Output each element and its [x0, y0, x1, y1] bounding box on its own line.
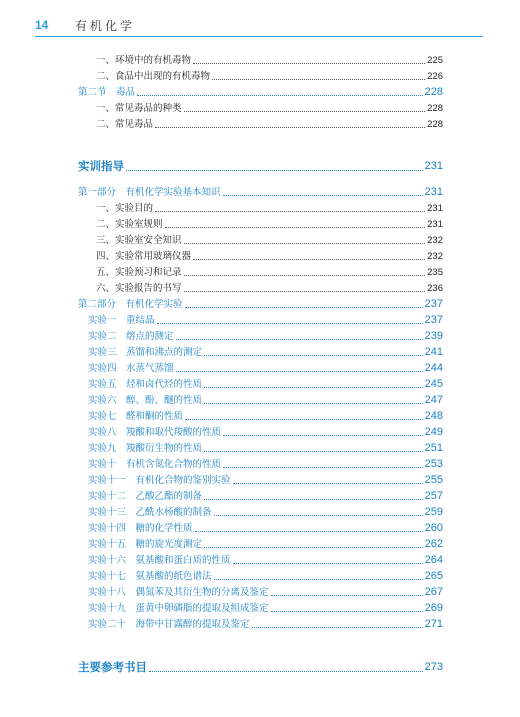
toc-entry-page: 231 [424, 186, 443, 198]
toc-entry[interactable] [96, 234, 443, 247]
toc-leader-dots [223, 195, 423, 196]
toc-leader-dots [193, 63, 425, 64]
toc-entry[interactable] [96, 218, 443, 231]
toc-entry-page: 253 [424, 458, 443, 470]
toc-entry-page: 228 [424, 86, 443, 98]
toc-leader-dots [157, 323, 423, 324]
page-header [35, 8, 483, 34]
toc-entry[interactable] [88, 458, 443, 471]
toc-entry-title: 一、实验目的 [96, 203, 154, 214]
toc-entry-title: 主要参考书目 [78, 660, 147, 674]
toc-entry[interactable] [88, 378, 443, 391]
toc-leader-dots [223, 467, 423, 468]
toc-entry-title: 实验十五 糖的旋光度测定 [88, 539, 203, 550]
toc-entry-title: 实验十九 蛋黄中卵磷脂的提取及组成鉴定 [88, 603, 269, 614]
toc-leader-dots [214, 579, 423, 580]
toc-leader-dots [176, 339, 423, 340]
toc-leader-dots [155, 127, 425, 128]
toc-entry-title: 实验九 羧酸衍生物的性质 [88, 443, 203, 454]
toc-leader-dots [149, 671, 423, 672]
toc-leader-dots [184, 275, 426, 276]
toc-entry-title: 实验十 有机含氮化合物的性质 [88, 459, 222, 470]
toc-entry-page: 232 [427, 235, 443, 246]
toc-entry-title: 实验十一 有机化合物的鉴别实验 [88, 475, 231, 486]
toc-entry-page: 236 [427, 283, 443, 294]
toc-entry-title: 第一部分 有机化学实验基本知识 [78, 187, 221, 198]
toc-leader-dots [165, 227, 426, 228]
toc-entry-page: 231 [427, 203, 443, 214]
toc-leader-dots [204, 355, 423, 356]
toc-entry-title: 实验十八 偶氮苯及其衍生物的分离及鉴定 [88, 587, 269, 598]
toc-entry[interactable] [88, 346, 443, 359]
toc-entry[interactable] [88, 490, 443, 503]
toc-entry-page: 257 [424, 490, 443, 502]
toc-entry-page: 273 [424, 661, 443, 673]
header-rule [35, 36, 483, 37]
toc-leader-dots [223, 435, 423, 436]
toc-entry-title: 实验六 醇、酚、醚的性质 [88, 395, 203, 406]
toc-entry-title: 五、实验预习和记录 [96, 267, 182, 278]
toc-leader-dots [195, 531, 423, 532]
toc-entry[interactable] [96, 118, 443, 131]
toc-entry[interactable] [88, 474, 443, 487]
toc-entry[interactable] [78, 659, 443, 675]
toc-entry-title: 二、食品中出现的有机毒物 [96, 71, 211, 82]
toc-entry[interactable] [88, 314, 443, 327]
toc-leader-dots [252, 627, 423, 628]
toc-entry[interactable] [96, 102, 443, 115]
toc-leader-dots [184, 291, 426, 292]
toc-entry-page: 244 [424, 362, 443, 374]
toc-leader-dots [185, 419, 423, 420]
toc-entry-page: 267 [424, 586, 443, 598]
toc-entry-title: 实验四 水蒸气蒸馏 [88, 363, 174, 374]
toc-entry-title: 二、常见毒品 [96, 119, 154, 130]
toc-entry-page: 231 [427, 219, 443, 230]
toc-entry-title: 二、实验室规则 [96, 219, 163, 230]
toc-entry-page: 265 [424, 570, 443, 582]
toc-entry[interactable] [88, 426, 443, 439]
toc-entry-title: 实验七 醛和酮的性质 [88, 411, 184, 422]
toc-entry[interactable] [88, 618, 443, 631]
toc-entry-page: 264 [424, 554, 443, 566]
toc-entry[interactable] [88, 362, 443, 375]
toc-entry-page: 260 [424, 522, 443, 534]
toc-leader-dots [204, 547, 423, 548]
toc-entry-title: 一、环境中的有机毒物 [96, 55, 192, 66]
toc-entry-page: 245 [424, 378, 443, 390]
toc-entry-page: 249 [424, 426, 443, 438]
toc-leader-dots [193, 259, 425, 260]
toc-leader-dots [137, 95, 423, 96]
toc-entry-page: 259 [424, 506, 443, 518]
toc-entry-title: 实验十四 糖的化学性质 [88, 523, 193, 534]
toc-entry-title: 实验十六 氨基酸和蛋白质的性质 [88, 555, 231, 566]
toc-entry-page: 269 [424, 602, 443, 614]
toc-entry-title: 六、实验报告的书写 [96, 283, 182, 294]
toc-entry[interactable] [88, 330, 443, 343]
toc-leader-dots [176, 371, 423, 372]
toc-entry-title: 实验八 羧酸和取代羧酸的性质 [88, 427, 222, 438]
toc-leader-dots [271, 611, 423, 612]
toc-leader-dots [204, 451, 423, 452]
toc-entry[interactable] [96, 266, 443, 279]
toc-leader-dots [204, 403, 423, 404]
toc-entry-title: 一、常见毒品的种类 [96, 103, 182, 114]
toc-entry-title: 实验十二 乙酸乙酯的制备 [88, 491, 203, 502]
toc-entry-page: 232 [427, 251, 443, 262]
toc-entry-title: 实验二 熔点的测定 [88, 331, 174, 342]
toc-entry[interactable] [88, 554, 443, 567]
toc-leader-dots [185, 307, 423, 308]
toc-entry[interactable] [78, 158, 443, 174]
toc-entry[interactable] [96, 70, 443, 83]
toc-entry-title: 实验二十 海带中甘露醇的提取及鉴定 [88, 619, 250, 630]
toc-entry-title: 实验十三 乙酰水杨酸的制备 [88, 507, 212, 518]
toc-entry[interactable] [88, 602, 443, 615]
toc-leader-dots [155, 211, 425, 212]
toc-leader-dots [184, 111, 426, 112]
toc-entry[interactable] [96, 54, 443, 67]
toc-entry-title: 实验五 烃和卤代烃的性质 [88, 379, 203, 390]
toc-entry-title: 实验十七 氨基酸的纸色谱法 [88, 571, 212, 582]
book-title: 有机化学 [75, 19, 136, 33]
toc-entry-page: 225 [427, 55, 443, 66]
toc-entry-title: 实验三 蒸馏和沸点的测定 [88, 347, 203, 358]
toc-leader-dots [212, 79, 425, 80]
toc-entry[interactable] [88, 442, 443, 455]
toc-entry-title: 实训指导 [78, 159, 124, 173]
toc-entry-page: 239 [424, 330, 443, 342]
toc-entry[interactable] [88, 586, 443, 599]
toc-entry-page: 228 [427, 119, 443, 130]
toc-entry-title: 三、实验室安全知识 [96, 235, 182, 246]
toc-entry-page: 248 [424, 410, 443, 422]
toc-entry-page: 226 [427, 71, 443, 82]
toc-entry[interactable] [88, 522, 443, 535]
toc-entry[interactable] [88, 506, 443, 519]
toc-entry[interactable] [96, 282, 443, 295]
toc-entry-page: 237 [424, 298, 443, 310]
toc-entry-page: 251 [424, 442, 443, 454]
toc-entry-page: 241 [424, 346, 443, 358]
toc-leader-dots [204, 387, 423, 388]
toc-entry-title: 实验一 重结晶 [88, 315, 155, 326]
toc-entry[interactable] [88, 394, 443, 407]
toc-entry-page: 271 [424, 618, 443, 630]
toc-entry[interactable] [88, 570, 443, 583]
toc-entry-page: 237 [424, 314, 443, 326]
toc-leader-dots [214, 515, 423, 516]
toc-entry[interactable] [78, 86, 443, 99]
toc-entry[interactable] [78, 298, 443, 311]
toc-entry-page: 262 [424, 538, 443, 550]
toc-entry-page: 228 [427, 103, 443, 114]
toc-leader-dots [233, 483, 423, 484]
toc-leader-dots [184, 243, 426, 244]
toc-entry-page: 235 [427, 267, 443, 278]
toc-entry-title: 四、实验常用玻璃仪器 [96, 251, 192, 262]
toc-entry[interactable] [88, 410, 443, 423]
toc-entry-title: 第二节 毒品 [78, 87, 136, 98]
toc-entry-page: 247 [424, 394, 443, 406]
toc-entry[interactable] [96, 202, 443, 215]
toc-entry[interactable] [96, 250, 443, 263]
page-number: 14 [35, 18, 49, 32]
toc-entry[interactable] [88, 538, 443, 551]
toc-leader-dots [233, 563, 423, 564]
toc-entry[interactable] [78, 186, 443, 199]
toc-leader-dots [204, 499, 423, 500]
toc-leader-dots [271, 595, 423, 596]
toc-leader-dots [126, 170, 423, 171]
toc-entry-title: 第二部分 有机化学实验 [78, 299, 183, 310]
toc-entry-page: 255 [424, 474, 443, 486]
toc-entry-page: 231 [424, 160, 443, 172]
